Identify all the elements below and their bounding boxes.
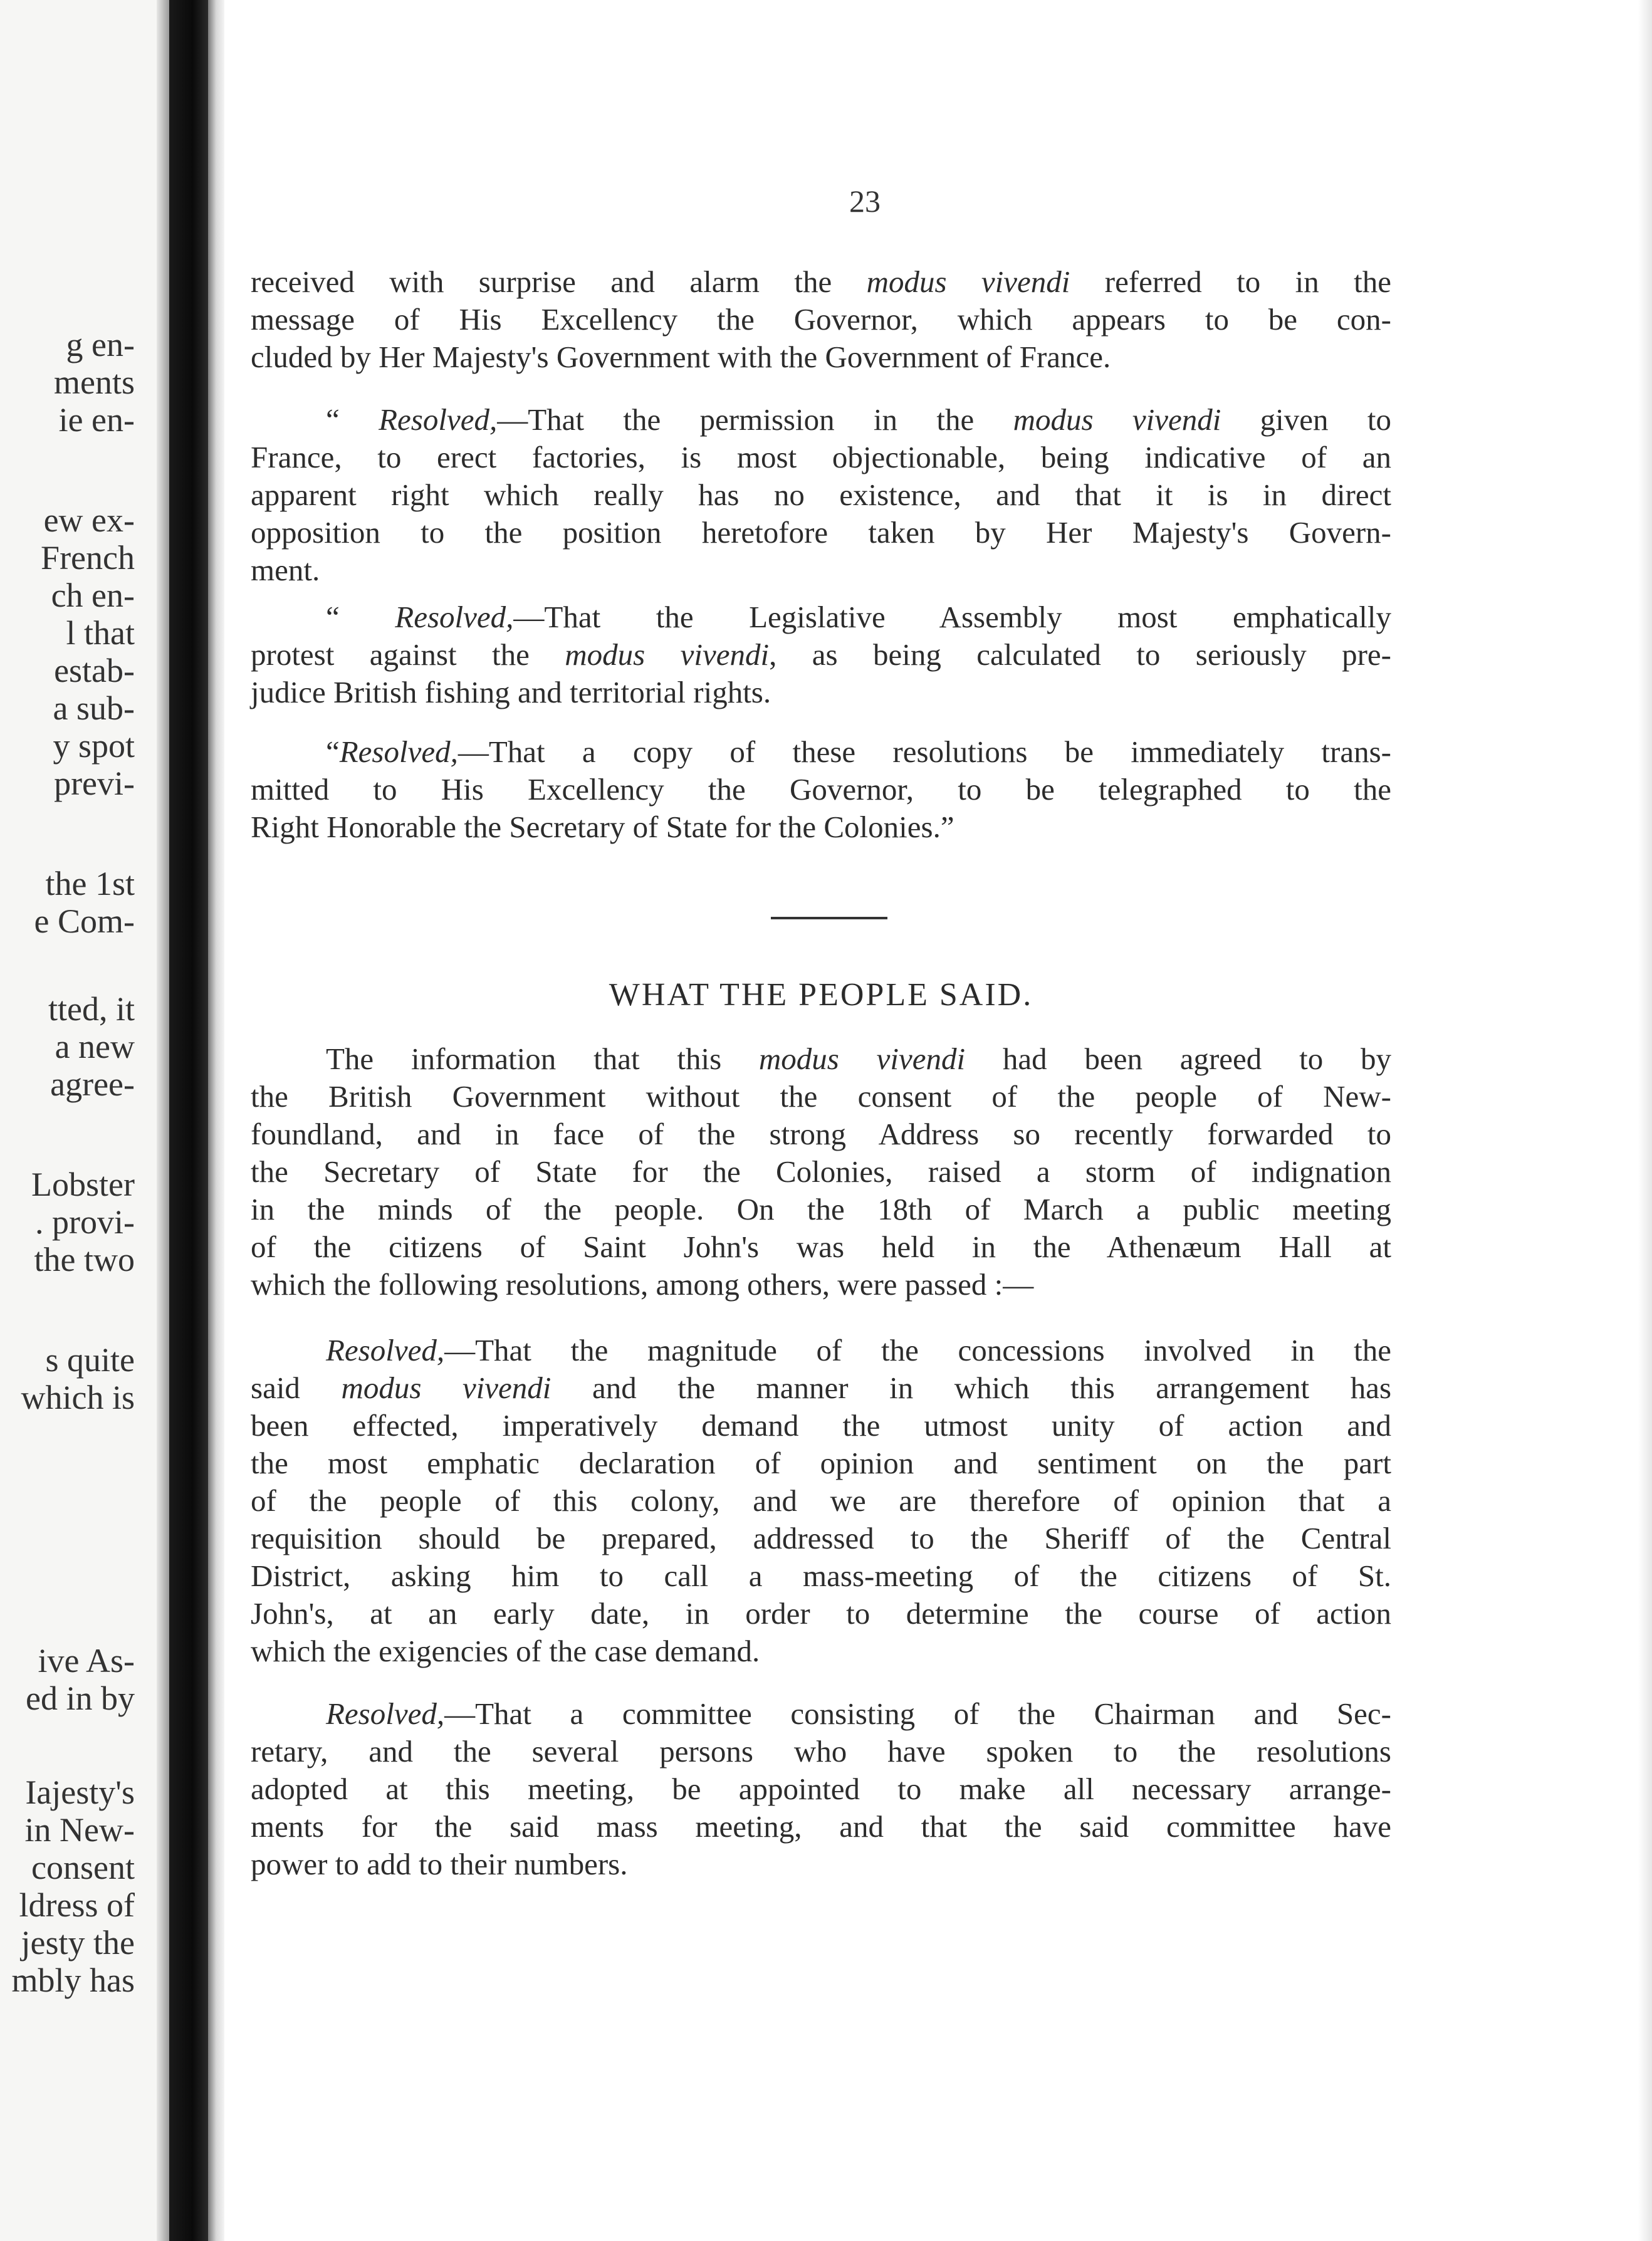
text-run: said (251, 1371, 342, 1405)
assembly-resolution-3 (251, 733, 1391, 846)
text-line (251, 1228, 1391, 1266)
facing-page-text: which is (21, 1379, 135, 1416)
text-run: —That the Legislative Assembly most emphatically (513, 600, 1392, 634)
text-line (251, 1846, 1391, 1883)
text-line (251, 674, 1391, 711)
text-line (251, 1632, 1391, 1670)
text-run: The information that this (326, 1042, 759, 1076)
facing-page-text: mbly has (11, 1962, 135, 1999)
text-line (251, 1407, 1391, 1444)
text-run: mitted to His Excellency the Governor, to be telegraphed to the (251, 772, 1391, 807)
text-line (251, 1078, 1391, 1115)
facing-page-text: a sub- (53, 689, 135, 727)
facing-page-text: ive As- (38, 1642, 135, 1679)
text-run: apparent right which really has no existence, and that it is in direct (251, 478, 1391, 512)
text-run: which the exigencies of the case demand. (251, 1634, 760, 1668)
facing-page-text: previ- (54, 765, 135, 802)
text-run: had been agreed to by (965, 1042, 1391, 1076)
text-line (251, 338, 1391, 376)
facing-page-text: consent (31, 1849, 135, 1886)
text-run: been effected, imperatively demand the utmost unity of action and (251, 1408, 1391, 1443)
text-run: —That a copy of these resolutions be immediately trans- (457, 734, 1391, 769)
text-run: —That the permission in the (497, 402, 1013, 437)
facing-page-text: Lobster (31, 1166, 135, 1203)
text-line (251, 1695, 1391, 1733)
text-line (251, 301, 1391, 338)
italic-phrase: modus vivendi (758, 1042, 966, 1076)
facing-page-text: l that (66, 614, 135, 652)
text-line (251, 1115, 1391, 1153)
text-run: ment. (251, 553, 320, 587)
text-line (251, 476, 1391, 514)
text-line (251, 1733, 1391, 1770)
text-line (251, 1482, 1391, 1520)
text-run: retary, and the several persons who have spoken to the resolutions (251, 1734, 1391, 1768)
text-run: message of His Excellency the Governor, which appears to be con- (251, 302, 1391, 337)
text-line (251, 598, 1391, 636)
text-line (251, 1266, 1391, 1303)
text-run: , as being calculated to seriously pre- (769, 637, 1391, 672)
text-run: of the citizens of Saint John's was held in the Athenæum Hall at (251, 1230, 1391, 1264)
italic-phrase: Resolved, (326, 1333, 445, 1367)
text-line (251, 1557, 1391, 1595)
book-spine (169, 0, 208, 2241)
facing-page-text: in New- (24, 1811, 135, 1849)
facing-page-text: ed in by (26, 1679, 135, 1717)
text-line (251, 771, 1391, 808)
facing-page-text: ew ex- (43, 501, 135, 539)
italic-phrase: Resolved, (379, 402, 498, 437)
facing-page-text: g en- (66, 326, 135, 363)
text-run: of the people of this colony, and we are therefore of opinion that a (251, 1483, 1391, 1518)
facing-page-text: the two (34, 1241, 135, 1278)
text-run: France, to erect factories, is most objectionable, being indicative of an (251, 440, 1391, 474)
text-line (251, 1770, 1391, 1808)
facing-page-text: Iajesty's (25, 1773, 135, 1811)
text-line (251, 514, 1391, 551)
facing-page-text: estab- (54, 652, 135, 689)
text-run: foundland, and in face of the strong Address so recently forwarded to (251, 1117, 1391, 1151)
text-line (251, 1444, 1391, 1482)
text-line (251, 551, 1391, 589)
assembly-resolution-2 (251, 598, 1391, 711)
text-run: Right Honorable the Secretary of State for the Colonies.” (251, 810, 954, 844)
text-run: the most emphatic declaration of opinion and sentiment on the part (251, 1446, 1391, 1480)
italic-phrase: modus vivendi (565, 637, 770, 672)
page-edge (1638, 0, 1652, 2241)
facing-page-text: ch en- (51, 577, 135, 614)
text-run: the British Government without the consent of the people of New- (251, 1079, 1391, 1114)
text-line (251, 636, 1391, 674)
public-resolution-1 (251, 1332, 1391, 1670)
text-line (251, 439, 1391, 476)
facing-page-text: ie en- (58, 401, 135, 439)
text-line (251, 401, 1391, 439)
text-run: opposition to the position heretofore taken by Her Majesty's Govern- (251, 515, 1391, 550)
facing-page-text: . provi- (35, 1203, 135, 1241)
spine-edge (208, 0, 224, 2241)
italic-phrase: Resolved, (326, 1696, 445, 1731)
text-line (251, 263, 1391, 301)
text-line (251, 1808, 1391, 1846)
facing-page-text: e Com- (34, 902, 135, 940)
text-run: “ (326, 402, 379, 437)
text-run: given to (1221, 402, 1391, 437)
facing-page-text: jesty the (21, 1924, 135, 1962)
italic-phrase: modus vivendi (341, 1371, 552, 1405)
text-run: adopted at this meeting, be appointed to make all necessary arrange- (251, 1772, 1391, 1806)
facing-page-text: the 1st (45, 865, 135, 902)
italic-phrase: Resolved, (339, 734, 458, 769)
text-line (251, 1369, 1391, 1407)
text-run: in the minds of the people. On the 18th of March a public meeting (251, 1192, 1391, 1226)
text-line (251, 1332, 1391, 1369)
text-run: ments for the said mass meeting, and that the said committee have (251, 1809, 1391, 1844)
text-run: —That the magnitude of the concessions involved in the (444, 1333, 1391, 1367)
text-run: cluded by Her Majesty's Government with the Government of France. (251, 340, 1111, 374)
text-run: protest against the (251, 637, 565, 672)
text-run: referred to in the (1070, 264, 1391, 299)
facing-page-text: agree- (50, 1065, 135, 1103)
section-heading: WHAT THE PEOPLE SAID. (609, 977, 1033, 1013)
text-line (251, 1595, 1391, 1632)
facing-page-text: s quite (45, 1341, 135, 1379)
facing-page-text: y spot (53, 727, 135, 765)
text-run: requisition should be prepared, addressed to the Sheriff of the Central (251, 1521, 1391, 1555)
text-run: “ (326, 734, 340, 769)
facing-page-text: a new (55, 1028, 135, 1065)
text-run: the Secretary of State for the Colonies, raised a storm of indignation (251, 1154, 1391, 1189)
text-run: received with surprise and alarm the (251, 264, 867, 299)
text-line (251, 1191, 1391, 1228)
assembly-resolution-1 (251, 401, 1391, 589)
text-line (251, 808, 1391, 846)
facing-page-text: French (41, 539, 135, 577)
text-line (251, 1040, 1391, 1078)
section-divider (771, 917, 887, 919)
narrative-paragraph (251, 1040, 1391, 1303)
text-run: District, asking him to call a mass-meeting of the citizens of St. (251, 1559, 1391, 1593)
intro-paragraph (251, 263, 1391, 376)
italic-phrase: modus vivendi (866, 264, 1070, 299)
italic-phrase: Resolved, (395, 600, 514, 634)
text-run: and the manner in which this arrangement has (551, 1371, 1392, 1405)
text-run: —That a committee consisting of the Chairman and Sec- (444, 1696, 1391, 1731)
gutter-shadow (157, 0, 169, 2241)
facing-page-text: ments (54, 363, 135, 401)
text-line (251, 733, 1391, 771)
public-resolution-2 (251, 1695, 1391, 1883)
text-run: judice British fishing and territorial rights. (251, 675, 771, 709)
facing-page-text: tted, it (48, 990, 135, 1028)
text-run: John's, at an early date, in order to determine the course of action (251, 1596, 1391, 1631)
text-run: power to add to their numbers. (251, 1847, 628, 1881)
facing-page-text: ldress of (19, 1886, 135, 1924)
text-line (251, 1520, 1391, 1557)
text-line (251, 1153, 1391, 1191)
page-number: 23 (849, 184, 881, 219)
facing-page-fragment (0, 0, 169, 2241)
text-run: “ (326, 600, 395, 634)
text-run: which the following resolutions, among others, were passed :— (251, 1267, 1034, 1302)
italic-phrase: modus vivendi (1013, 402, 1221, 437)
